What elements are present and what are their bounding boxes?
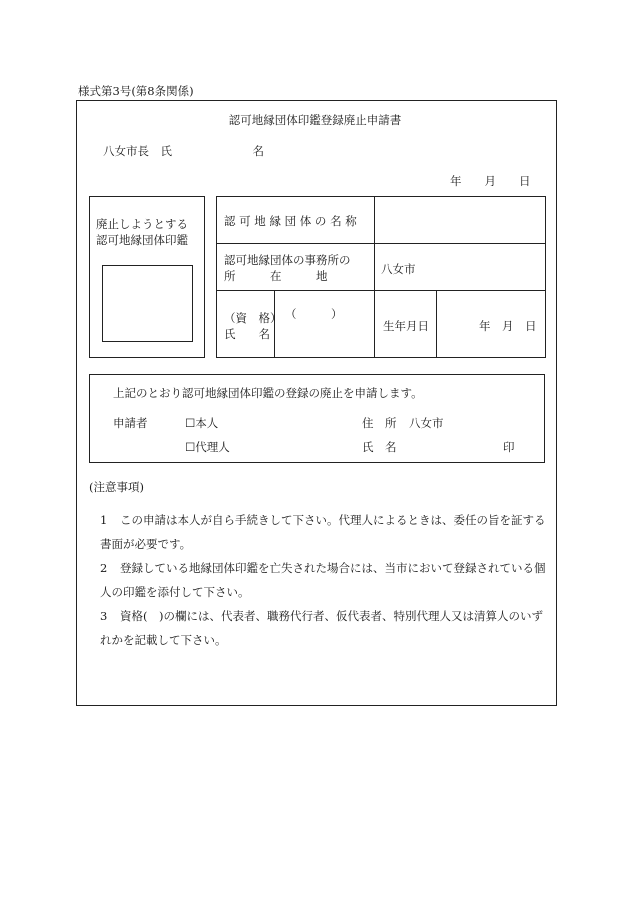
info-table-row-line-2 — [216, 290, 546, 291]
birthdate-field[interactable]: 年 月 日 — [479, 319, 537, 333]
group-name-label: 認 可 地 縁 団 体 の 名 称 — [224, 214, 357, 228]
note-number: 2 — [100, 561, 108, 575]
address-value[interactable]: 八女市 — [409, 416, 444, 430]
note-number: 3 — [100, 609, 108, 623]
note-item — [100, 556, 550, 604]
group-name-field[interactable] — [376, 198, 544, 242]
info-table-divider — [374, 196, 375, 358]
office-label-line1: 認可地縁団体の事務所の — [224, 253, 351, 267]
addressee: 八女市長 氏 名 — [103, 144, 264, 158]
note-item — [100, 604, 550, 652]
office-address-value[interactable]: 八女市 — [381, 262, 416, 276]
person-name-label: 氏 名 — [224, 327, 270, 341]
notes-heading: (注意事項) — [89, 480, 144, 494]
birthdate-label: 生年月日 — [383, 319, 429, 333]
form-title: 認可地縁団体印鑑登録廃止申請書 — [228, 113, 402, 127]
seal-mark: 印 — [503, 440, 515, 454]
option-self-checkbox[interactable]: ☐本人 — [185, 416, 219, 430]
info-table-row-line-1 — [216, 243, 546, 244]
qualification-label: （資 格） — [224, 311, 282, 325]
form-number: 様式第3号(第8条関係) — [78, 84, 194, 98]
application-statement: 上記のとおり認可地縁団体印鑑の登録の廃止を申請します。 — [113, 386, 423, 400]
office-label-line2: 所 在 地 — [224, 269, 328, 283]
note-text: 資格( )の欄には、代表者、職務代行者、仮代表者、特別代理人又は清算人のいずれかを記載して下さい。 — [100, 609, 543, 647]
note-text: 登録している地縁団体印鑑を亡失された場合には、当市において登録されている個人の印鑑を添付して下さい。 — [100, 561, 546, 599]
date-line: 年 月 日 — [450, 174, 531, 188]
seal-impression-area[interactable] — [102, 265, 193, 342]
applicant-label: 申請者 — [113, 416, 148, 430]
address-label: 住 所 — [362, 416, 397, 430]
applicant-name-label: 氏 名 — [362, 440, 397, 454]
note-item — [100, 508, 550, 556]
seal-label-line2: 認可地縁団体印鑑 — [96, 233, 188, 247]
note-number: 1 — [100, 513, 108, 527]
info-table-sub-divider-2 — [436, 290, 437, 358]
note-text: この申請は本人が自ら手続きして下さい。代理人によるときは、委任の旨を証する書面が必要です。 — [100, 513, 546, 551]
option-agent-checkbox[interactable]: ☐代理人 — [185, 440, 230, 454]
seal-label-line1: 廃止しようとする — [96, 217, 188, 231]
qualification-field[interactable]: （ ） — [285, 307, 343, 321]
